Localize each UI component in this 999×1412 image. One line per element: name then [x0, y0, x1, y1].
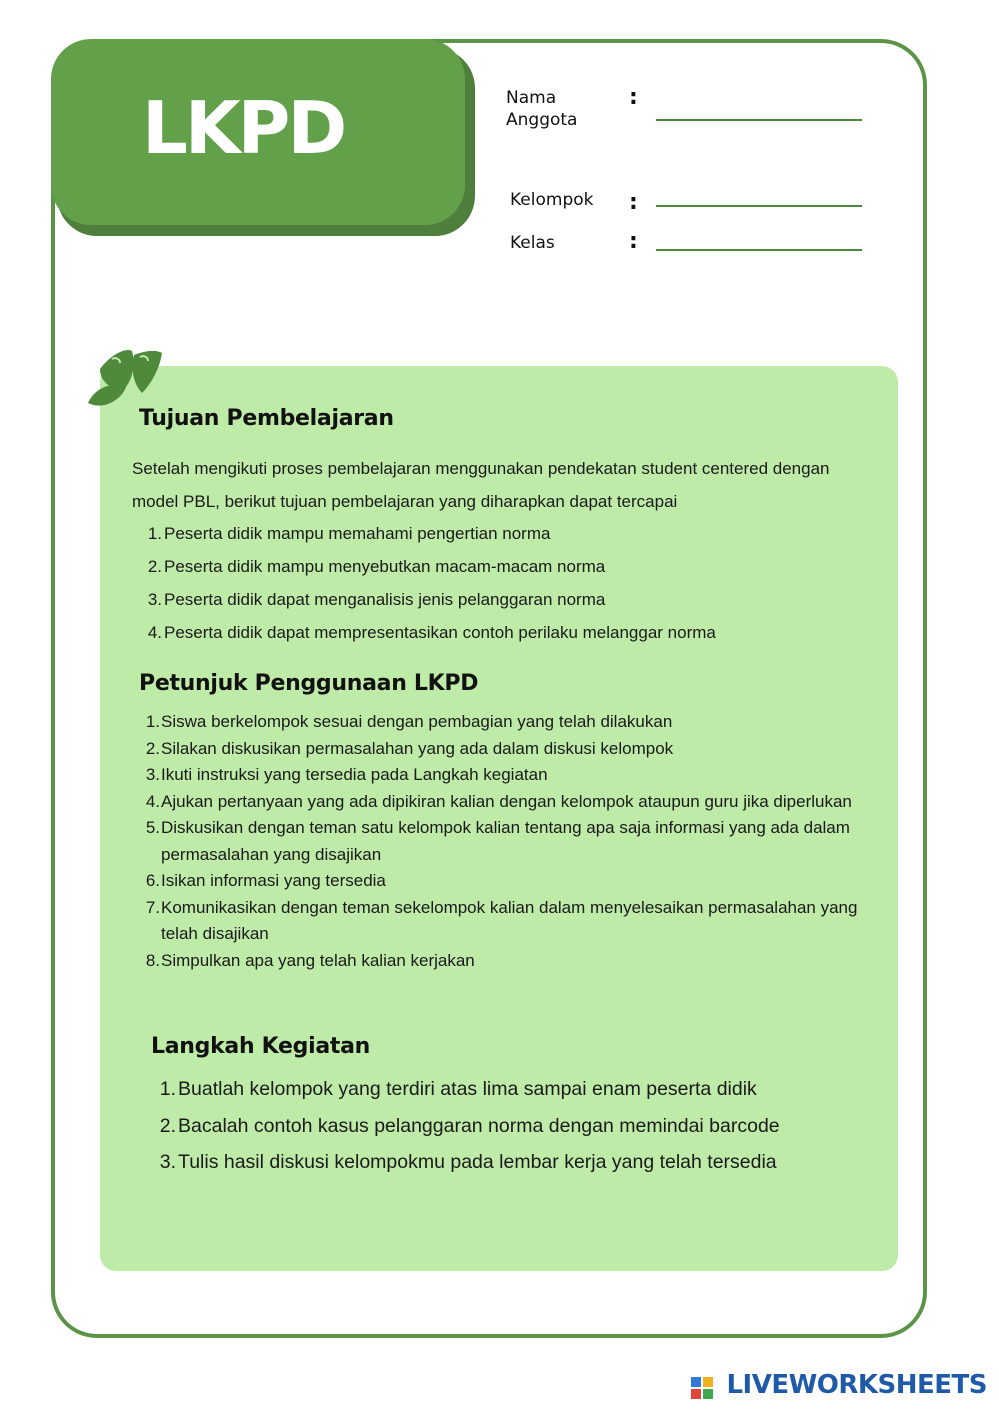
list-text: Bacalah contoh kasus pelanggaran norma dengan memindai barcode — [178, 1114, 780, 1137]
list-text: Peserta didik dapat mempresentasikan contoh perilaku melanggar norma — [164, 623, 716, 642]
tujuan-intro: Setelah mengikuti proses pembelajaran menggunakan pendekatan student centered dengan model PBL, berikut tujuan pembelajaran yang diharapkan dapat tercapai — [132, 459, 830, 511]
list-item — [138, 948, 858, 975]
brand-wordmark[interactable]: LIVEWORKSHEETS — [726, 1370, 987, 1400]
list-item — [138, 762, 858, 789]
tujuan-list — [138, 517, 878, 649]
list-number: 8. — [145, 950, 160, 970]
list-item — [138, 736, 858, 763]
list-item — [138, 895, 858, 948]
list-item — [138, 815, 858, 868]
list-item — [138, 616, 878, 649]
list-number: 4. — [147, 623, 162, 642]
list-item — [152, 1108, 872, 1145]
list-text: Ikuti instruksi yang tersedia pada Langkah kegiatan — [161, 765, 548, 784]
list-item — [138, 583, 878, 616]
list-text: Tulis hasil diskusi kelompokmu pada lembar kerja yang telah tersedia — [178, 1151, 777, 1173]
field-colon: : — [629, 229, 638, 254]
list-number: 3. — [159, 1151, 176, 1173]
kelompok-input-line[interactable] — [656, 205, 862, 207]
petunjuk-list — [138, 709, 858, 974]
list-text: Komunikasikan dengan teman sekelompok kalian dalam menyelesaikan permasalahan yang telah disajikan — [161, 897, 858, 943]
list-number: 1. — [147, 524, 162, 543]
field-label-kelas: Kelas — [510, 233, 555, 253]
list-text: Peserta didik mampu memahami pengertian norma — [164, 524, 551, 543]
list-text: Simpulkan apa yang telah kalian kerjakan — [161, 950, 475, 970]
list-text: Diskusikan dengan teman satu kelompok kalian tentang apa saja informasi yang ada dalam permasalahan yang disajikan — [161, 818, 850, 864]
list-number: 6. — [145, 871, 160, 890]
field-label-nama-anggota: Nama Anggota — [506, 88, 578, 130]
list-item — [138, 789, 858, 816]
list-item — [138, 550, 878, 583]
liveworksheets-logo-icon — [691, 1377, 713, 1399]
page-title: LKPD — [142, 86, 345, 170]
field-colon: : — [629, 85, 638, 110]
list-number: 1. — [145, 712, 160, 731]
list-number: 2. — [147, 557, 162, 576]
kelas-input-line[interactable] — [656, 249, 862, 251]
list-number: 2. — [145, 738, 160, 758]
list-item — [138, 868, 858, 895]
section-title-langkah: Langkah Kegiatan — [151, 1034, 371, 1059]
field-colon: : — [629, 190, 638, 215]
list-item — [152, 1071, 872, 1108]
list-number: 7. — [145, 897, 160, 917]
list-number: 4. — [145, 791, 160, 811]
list-number: 3. — [147, 590, 162, 609]
list-text: Buatlah kelompok yang terdiri atas lima sampai enam peserta didik — [178, 1078, 757, 1100]
list-text: Peserta didik mampu menyebutkan macam-macam norma — [164, 557, 606, 576]
list-text: Isikan informasi yang tersedia — [161, 871, 386, 890]
list-text: Siswa berkelompok sesuai dengan pembagian yang telah dilakukan — [161, 712, 673, 731]
list-number: 5. — [145, 818, 160, 837]
list-text: Silakan diskusikan permasalahan yang ada dalam diskusi kelompok — [161, 738, 674, 758]
list-text: Peserta didik dapat menganalisis jenis pelanggaran norma — [164, 590, 606, 609]
list-text: Ajukan pertanyaan yang ada dipikiran kalian dengan kelompok ataupun guru jika diperlukan — [161, 791, 852, 811]
list-number: 1. — [159, 1078, 176, 1100]
list-item — [138, 517, 878, 550]
section-title-tujuan: Tujuan Pembelajaran — [139, 406, 394, 431]
langkah-list — [152, 1071, 872, 1181]
list-number: 2. — [159, 1114, 176, 1137]
list-item — [152, 1144, 872, 1181]
nama-anggota-input-line[interactable] — [656, 119, 862, 121]
leaf-decoration-icon — [82, 345, 166, 415]
section-title-petunjuk: Petunjuk Penggunaan LKPD — [139, 671, 479, 696]
list-item — [138, 709, 858, 736]
list-number: 3. — [145, 765, 160, 784]
field-label-kelompok: Kelompok — [510, 190, 594, 210]
